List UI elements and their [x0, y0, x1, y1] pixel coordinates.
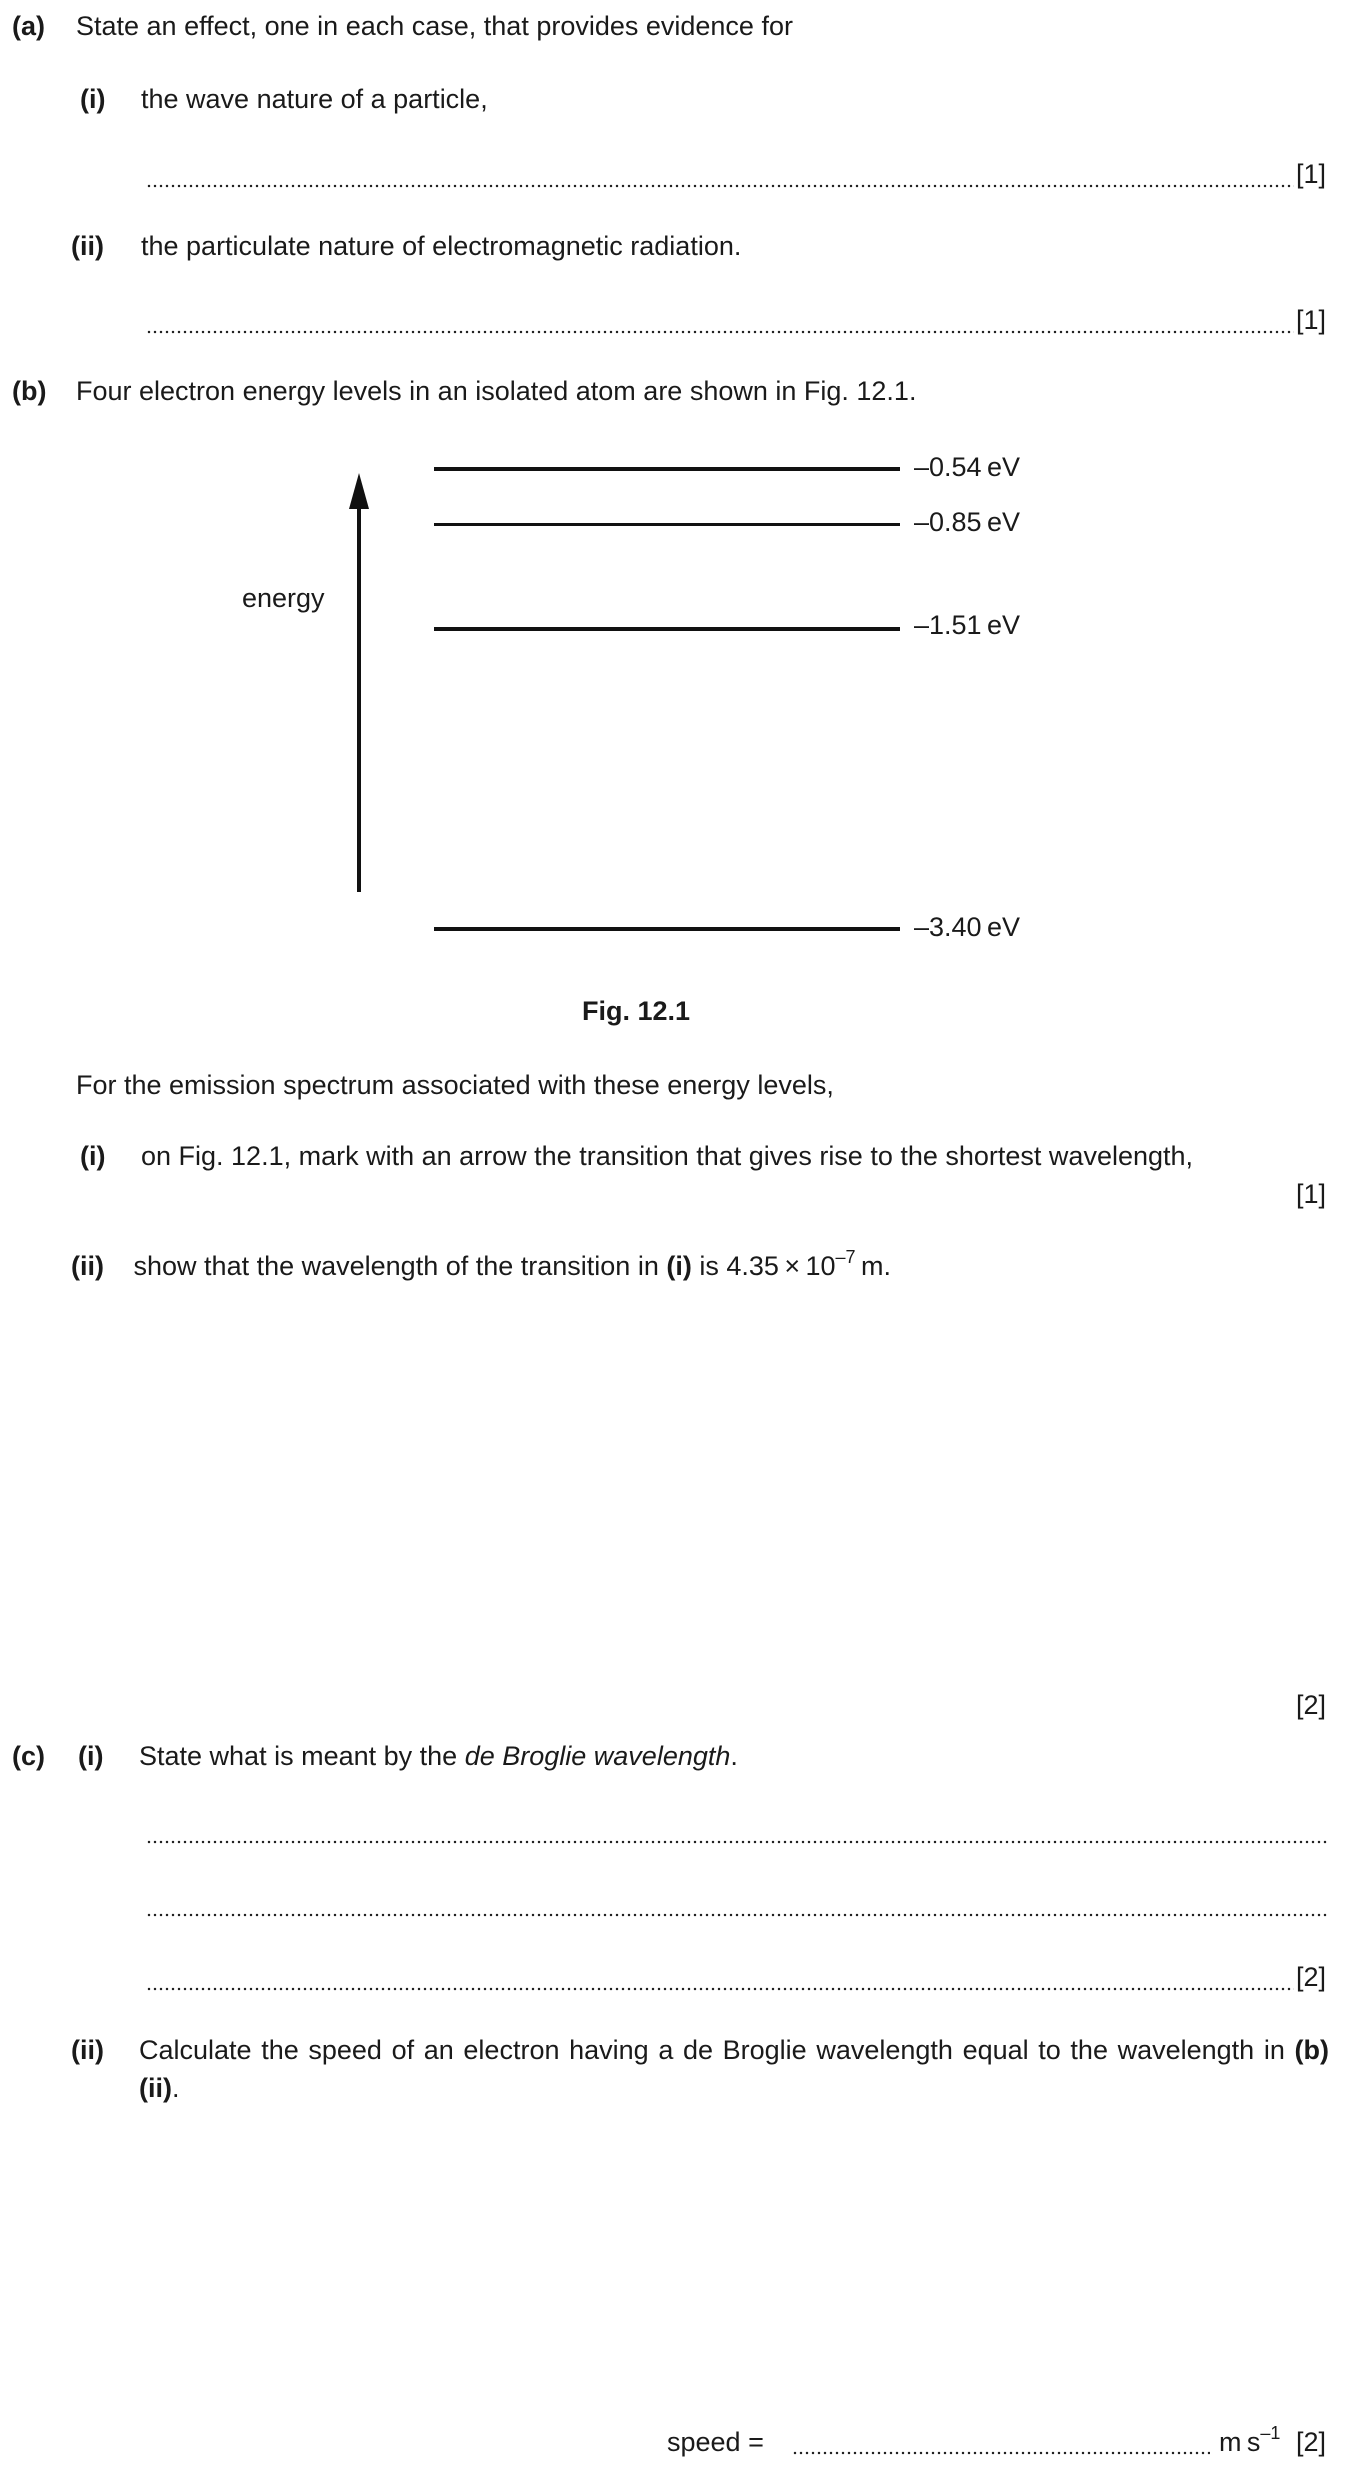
energy-level-label-3: –3.40 eV: [914, 912, 1020, 942]
part-b-ii-ref: (i): [666, 1251, 692, 1281]
speed-unit-base: m s: [1219, 2427, 1261, 2457]
part-c-ii-text: [139, 2031, 1329, 2107]
speed-answer-line[interactable]: [792, 2451, 1210, 2455]
answer-line-c-i-2[interactable]: [146, 1913, 1328, 1917]
marks-a-i: [1]: [1296, 159, 1327, 189]
part-a-ii-label: (ii): [71, 231, 104, 261]
energy-level-3: [434, 927, 900, 931]
part-c-i-text-after: .: [730, 1741, 738, 1771]
energy-level-label-0: –0.54 eV: [914, 452, 1020, 482]
part-a-i-text: the wave nature of a particle,: [141, 84, 488, 114]
marks-c-i: [2]: [1296, 1962, 1327, 1992]
part-b-label: (b): [12, 376, 47, 406]
speed-label: speed =: [667, 2427, 764, 2457]
part-c-i-text: [139, 1740, 738, 1772]
figure-caption: Fig. 12.1: [582, 996, 691, 1026]
part-a-stem: State an effect, one in each case, that provides evidence for: [76, 11, 793, 41]
energy-level-2: [434, 627, 900, 631]
answer-line-c-i-1[interactable]: [146, 1840, 1328, 1844]
marks-a-ii: [1]: [1296, 305, 1327, 335]
wavelength-value: 4.35 × 10: [726, 1251, 836, 1281]
speed-unit-exponent: –1: [1260, 2423, 1281, 2443]
part-c-ii-text-before: Calculate the speed of an electron having a de Broglie wavelength equal to the wavelength in: [139, 2035, 1285, 2065]
energy-level-1: [434, 523, 900, 526]
marks-c-ii: [2]: [1296, 2427, 1327, 2457]
part-c-i-label: (i): [78, 1741, 104, 1771]
part-b-intro: For the emission spectrum associated with these energy levels,: [76, 1070, 834, 1100]
energy-level-label-2: –1.51 eV: [914, 610, 1020, 640]
part-b-ii: [71, 1247, 891, 1282]
part-c-ii-label: (ii): [71, 2035, 104, 2065]
wavelength-exponent: –7: [835, 1247, 856, 1267]
energy-axis: [357, 500, 361, 892]
part-a-label: (a): [12, 11, 45, 41]
part-b-ii-label: (ii): [71, 1251, 104, 1281]
marks-b-i: [1]: [1296, 1179, 1327, 1209]
part-c-i-text-before: State what is meant by the: [139, 1741, 458, 1771]
energy-level-0: [434, 467, 900, 471]
part-b-i-label: (i): [80, 1141, 106, 1171]
answer-line-c-i-3[interactable]: [146, 1987, 1294, 1991]
marks-b-ii: [2]: [1296, 1690, 1327, 1720]
part-b-ii-text: show that the wavelength of the transition in: [133, 1251, 659, 1281]
part-b-i-text: on Fig. 12.1, mark with an arrow the transition that gives rise to the shortest wavelength,: [141, 1141, 1194, 1171]
answer-line-a-ii[interactable]: [146, 330, 1294, 334]
de-broglie-term: de Broglie wavelength: [464, 1741, 731, 1771]
energy-level-label-1: –0.85 eV: [914, 507, 1020, 537]
part-c-label: (c): [12, 1741, 45, 1771]
working-space-c-ii[interactable]: [140, 2130, 1290, 2420]
answer-line-a-i[interactable]: [146, 184, 1294, 188]
energy-axis-label: energy: [242, 583, 325, 613]
part-c-ii-text-after: .: [172, 2073, 180, 2103]
working-space-b-ii[interactable]: [140, 1300, 1290, 1680]
wavelength-unit: m.: [855, 1251, 891, 1281]
part-a-i-label: (i): [80, 84, 106, 114]
part-a-ii-text: the particulate nature of electromagnetic radiation.: [141, 231, 742, 261]
part-b-ii-is: is: [699, 1251, 719, 1281]
part-b-stem: Four electron energy levels in an isolated atom are shown in Fig. 12.1.: [76, 376, 917, 406]
part-c-ii-ref: (b)(ii): [139, 2035, 1329, 2103]
speed-unit: [1219, 2423, 1281, 2458]
